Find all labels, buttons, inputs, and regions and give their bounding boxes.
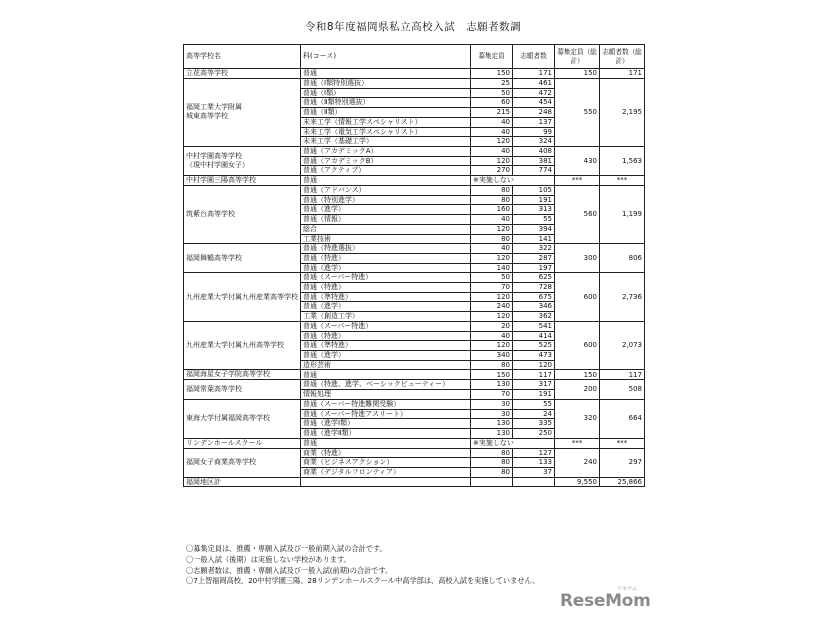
applicants-total-cell: 2,073 bbox=[600, 321, 645, 370]
capacity-cell: 30 bbox=[471, 409, 513, 419]
course-cell: 普通（スーパー特進） bbox=[301, 321, 471, 331]
total-capacity-cell: 9,550 bbox=[555, 477, 600, 487]
applicants-cell: 117 bbox=[513, 370, 555, 380]
applicants-cell: 133 bbox=[513, 458, 555, 468]
course-cell: 普通 bbox=[301, 438, 471, 448]
note-item: 〇志願者数は、推薦・専願入試及び一般入試(前期)の合計です。 bbox=[186, 565, 393, 575]
applicants-cell: 362 bbox=[513, 312, 555, 322]
capacity-cell: 120 bbox=[471, 253, 513, 263]
school-name-cell: 東海大学付属福岡高等学校 bbox=[184, 399, 301, 438]
capacity-cell: 80 bbox=[471, 186, 513, 196]
course-cell: 情報処理 bbox=[301, 390, 471, 400]
capacity-cell: 130 bbox=[471, 380, 513, 390]
course-cell: 工業技術 bbox=[301, 234, 471, 244]
note-item: 〇7上智福岡高校、20中村学園三陽、28リンデンホールスクール中高学部は、高校入試を実施していません。 bbox=[186, 576, 540, 586]
course-cell: 普通（進学） bbox=[301, 205, 471, 215]
applicants-total-cell: 2,736 bbox=[600, 273, 645, 322]
school-name-cell: 福岡女子商業高等学校 bbox=[184, 448, 301, 477]
applicants-total-cell: 1,563 bbox=[600, 146, 645, 175]
applicants-cell: 55 bbox=[513, 399, 555, 409]
applicants-total-cell: 806 bbox=[600, 244, 645, 273]
course-cell: 普通（準特進） bbox=[301, 292, 471, 302]
capacity-cell: 20 bbox=[471, 321, 513, 331]
applicants-cell: 461 bbox=[513, 79, 555, 89]
capacity-cell: 120 bbox=[471, 341, 513, 351]
resemom-logo: ReseMom bbox=[560, 591, 651, 611]
course-cell: 普通（特進） bbox=[301, 283, 471, 293]
course-cell: 未来工学（基礎工学） bbox=[301, 137, 471, 147]
applicants-total-cell: 297 bbox=[600, 448, 645, 477]
capacity-cell: 70 bbox=[471, 283, 513, 293]
header-capacity-total: 募集定員（総計） bbox=[555, 45, 600, 69]
capacity-cell: 340 bbox=[471, 350, 513, 360]
applicants-cell: 197 bbox=[513, 263, 555, 273]
capacity-total-cell: 300 bbox=[555, 244, 600, 273]
capacity-total-cell: 560 bbox=[555, 186, 600, 244]
capacity-cell: 30 bbox=[471, 399, 513, 409]
empty-cell bbox=[301, 477, 471, 487]
capacity-cell: 240 bbox=[471, 302, 513, 312]
school-name-cell: 福岡工業大学附属 城東高等学校 bbox=[184, 79, 301, 147]
applicants-cell: 191 bbox=[513, 390, 555, 400]
table-row bbox=[184, 380, 645, 390]
applicants-total-cell: 1,199 bbox=[600, 186, 645, 244]
capacity-cell: ※実施しない bbox=[471, 176, 555, 186]
capacity-cell: 40 bbox=[471, 146, 513, 156]
applicants-cell: 414 bbox=[513, 331, 555, 341]
capacity-cell: 150 bbox=[471, 69, 513, 79]
course-cell: 普通（進学） bbox=[301, 350, 471, 360]
table-body bbox=[184, 69, 645, 487]
school-name-cell: 福岡舞鶴高等学校 bbox=[184, 244, 301, 273]
header-course: 科(コース) bbox=[301, 45, 471, 69]
course-cell: 普通（スーパー特進） bbox=[301, 273, 471, 283]
capacity-cell: 40 bbox=[471, 215, 513, 225]
course-cell: 工業（創造工学） bbox=[301, 312, 471, 322]
course-cell: 普通（進学Ⅰ類） bbox=[301, 419, 471, 429]
applicants-cell: 675 bbox=[513, 292, 555, 302]
school-name-cell: 立花高等学校 bbox=[184, 69, 301, 79]
empty-cell bbox=[471, 477, 513, 487]
capacity-total-cell: 550 bbox=[555, 79, 600, 147]
school-name-cell: リンデンホールスクール bbox=[184, 438, 301, 448]
table-row bbox=[184, 438, 645, 448]
applicants-cell: 313 bbox=[513, 205, 555, 215]
course-cell: 未来工学（情報工学スペシャリスト） bbox=[301, 117, 471, 127]
capacity-cell: 70 bbox=[471, 390, 513, 400]
course-cell: 商業（デジタルフロンティア） bbox=[301, 468, 471, 478]
course-cell: 普通（特進） bbox=[301, 331, 471, 341]
capacity-total-cell: 600 bbox=[555, 321, 600, 370]
applicants-cell: 55 bbox=[513, 215, 555, 225]
course-cell: 普通（Ⅱ類特別選抜） bbox=[301, 98, 471, 108]
applicants-cell: 472 bbox=[513, 88, 555, 98]
applicants-cell: 346 bbox=[513, 302, 555, 312]
course-cell: 普通 bbox=[301, 176, 471, 186]
applicants-cell: 454 bbox=[513, 98, 555, 108]
capacity-cell: ※実施しない bbox=[471, 438, 555, 448]
capacity-cell: 40 bbox=[471, 244, 513, 254]
school-name-cell: 福岡海星女子学院高等学校 bbox=[184, 370, 301, 380]
capacity-cell: 120 bbox=[471, 224, 513, 234]
page-title: 令和8年度福岡県私立高校入試 志願者数調 bbox=[304, 21, 522, 33]
table-row bbox=[184, 321, 645, 331]
capacity-cell: 160 bbox=[471, 205, 513, 215]
course-cell: 商業（特進） bbox=[301, 448, 471, 458]
applicants-total-cell: 664 bbox=[600, 399, 645, 438]
capacity-cell: 25 bbox=[471, 79, 513, 89]
table-row bbox=[184, 186, 645, 196]
table-row bbox=[184, 448, 645, 458]
header-school: 高等学校名 bbox=[184, 45, 301, 69]
applicants-cell: 408 bbox=[513, 146, 555, 156]
capacity-cell: 80 bbox=[471, 234, 513, 244]
capacity-cell: 120 bbox=[471, 137, 513, 147]
table-row bbox=[184, 244, 645, 254]
table-row bbox=[184, 370, 645, 380]
course-cell: 普通（特進選抜） bbox=[301, 244, 471, 254]
capacity-cell: 120 bbox=[471, 292, 513, 302]
capacity-cell: 270 bbox=[471, 166, 513, 176]
capacity-total-cell: 600 bbox=[555, 273, 600, 322]
applicants-cell: 324 bbox=[513, 137, 555, 147]
capacity-cell: 80 bbox=[471, 360, 513, 370]
course-cell: 普通（アクティブ） bbox=[301, 166, 471, 176]
applicants-cell: 250 bbox=[513, 428, 555, 438]
capacity-cell: 215 bbox=[471, 108, 513, 118]
applicants-cell: 728 bbox=[513, 283, 555, 293]
table-row bbox=[184, 273, 645, 283]
applicants-cell: 335 bbox=[513, 419, 555, 429]
course-cell: 普通（Ⅰ類） bbox=[301, 88, 471, 98]
capacity-cell: 130 bbox=[471, 419, 513, 429]
school-name-cell: 九州産業大学付属九州産業高等学校 bbox=[184, 273, 301, 322]
course-cell: 普通 bbox=[301, 370, 471, 380]
header-applicants-total: 志願者数（総計） bbox=[600, 45, 645, 69]
total-row bbox=[184, 477, 645, 487]
table-row bbox=[184, 399, 645, 409]
school-name-cell: 筑紫台高等学校 bbox=[184, 186, 301, 244]
applicants-cell: 473 bbox=[513, 350, 555, 360]
applicants-cell: 37 bbox=[513, 468, 555, 478]
capacity-total-cell: 150 bbox=[555, 370, 600, 380]
course-cell: 普通（特進、進学、ベーシックビューティー） bbox=[301, 380, 471, 390]
applicants-cell: 322 bbox=[513, 244, 555, 254]
capacity-total-cell: *** bbox=[555, 176, 600, 186]
capacity-cell: 150 bbox=[471, 370, 513, 380]
capacity-cell: 40 bbox=[471, 117, 513, 127]
capacity-cell: 120 bbox=[471, 156, 513, 166]
applicants-total-cell: 2,195 bbox=[600, 79, 645, 147]
applicants-cell: 525 bbox=[513, 341, 555, 351]
empty-cell bbox=[513, 477, 555, 487]
course-cell: 普通（アカデミックB） bbox=[301, 156, 471, 166]
capacity-cell: 80 bbox=[471, 458, 513, 468]
applicants-total-cell: *** bbox=[600, 438, 645, 448]
applicants-cell: 137 bbox=[513, 117, 555, 127]
capacity-total-cell: 240 bbox=[555, 448, 600, 477]
course-cell: 普通（アカデミックA） bbox=[301, 146, 471, 156]
course-cell: 普通（進学） bbox=[301, 263, 471, 273]
applicants-cell: 287 bbox=[513, 253, 555, 263]
course-cell: 総合 bbox=[301, 224, 471, 234]
table-row bbox=[184, 69, 645, 79]
table-row bbox=[184, 79, 645, 89]
applicants-cell: 99 bbox=[513, 127, 555, 137]
capacity-cell: 50 bbox=[471, 273, 513, 283]
course-cell: 普通（Ⅰ類特別選抜） bbox=[301, 79, 471, 89]
capacity-cell: 80 bbox=[471, 468, 513, 478]
applicants-total-cell: *** bbox=[600, 176, 645, 186]
capacity-cell: 50 bbox=[471, 88, 513, 98]
course-cell: 普通（準特進） bbox=[301, 341, 471, 351]
total-applicants-cell: 25,866 bbox=[600, 477, 645, 487]
applicants-cell: 625 bbox=[513, 273, 555, 283]
applicants-table bbox=[183, 44, 645, 487]
note-item: 〇募集定員は、推薦・専願入試及び一般前期入試の合計です。 bbox=[186, 544, 387, 553]
logo-kana: リセマム bbox=[617, 586, 637, 592]
capacity-cell: 40 bbox=[471, 331, 513, 341]
applicants-cell: 171 bbox=[513, 69, 555, 79]
notes bbox=[186, 544, 539, 587]
capacity-total-cell: *** bbox=[555, 438, 600, 448]
school-name-cell: 九州産業大学付属九州高等学校 bbox=[184, 321, 301, 370]
capacity-total-cell: 320 bbox=[555, 399, 600, 438]
table-header-row bbox=[184, 45, 645, 69]
header-applicants: 志願者数 bbox=[513, 45, 555, 69]
course-cell: 普通（進学Ⅱ類） bbox=[301, 428, 471, 438]
table-row bbox=[184, 146, 645, 156]
course-cell: 普通（情報） bbox=[301, 215, 471, 225]
capacity-total-cell: 200 bbox=[555, 380, 600, 399]
applicants-cell: 381 bbox=[513, 156, 555, 166]
capacity-cell: 60 bbox=[471, 98, 513, 108]
applicants-cell: 24 bbox=[513, 409, 555, 419]
school-name-cell: 中村学園三陽高等学校 bbox=[184, 176, 301, 186]
applicants-total-cell: 117 bbox=[600, 370, 645, 380]
header-capacity: 募集定員 bbox=[471, 45, 513, 69]
course-cell: 普通（スーパー特進難関受験） bbox=[301, 399, 471, 409]
school-name-cell: 福岡常葉高等学校 bbox=[184, 380, 301, 399]
capacity-cell: 140 bbox=[471, 263, 513, 273]
capacity-total-cell: 150 bbox=[555, 69, 600, 79]
applicants-cell: 394 bbox=[513, 224, 555, 234]
applicants-cell: 105 bbox=[513, 186, 555, 196]
applicants-total-cell: 508 bbox=[600, 380, 645, 399]
applicants-cell: 541 bbox=[513, 321, 555, 331]
note-item: 〇一般入試（後期）は実施しない学校があります。 bbox=[186, 554, 351, 564]
table-row bbox=[184, 176, 645, 186]
course-cell: 普通（特進） bbox=[301, 253, 471, 263]
capacity-cell: 80 bbox=[471, 448, 513, 458]
course-cell: 商業（ビジネスアクション） bbox=[301, 458, 471, 468]
total-label-cell: 福岡地区計 bbox=[184, 477, 301, 487]
course-cell: 普通（Ⅱ類） bbox=[301, 108, 471, 118]
applicants-cell: 774 bbox=[513, 166, 555, 176]
applicants-cell: 248 bbox=[513, 108, 555, 118]
applicants-cell: 127 bbox=[513, 448, 555, 458]
capacity-cell: 40 bbox=[471, 127, 513, 137]
applicants-cell: 191 bbox=[513, 195, 555, 205]
course-cell: 普通（アドバンス） bbox=[301, 186, 471, 196]
applicants-cell: 317 bbox=[513, 380, 555, 390]
capacity-cell: 120 bbox=[471, 312, 513, 322]
capacity-cell: 130 bbox=[471, 428, 513, 438]
capacity-total-cell: 430 bbox=[555, 146, 600, 175]
course-cell: 未来工学（電気工学スペシャリスト） bbox=[301, 127, 471, 137]
course-cell: 普通 bbox=[301, 69, 471, 79]
applicants-cell: 141 bbox=[513, 234, 555, 244]
capacity-cell: 80 bbox=[471, 195, 513, 205]
course-cell: 普通（進学） bbox=[301, 302, 471, 312]
applicants-total-cell: 171 bbox=[600, 69, 645, 79]
applicants-cell: 120 bbox=[513, 360, 555, 370]
course-cell: 普通（特別進学） bbox=[301, 195, 471, 205]
school-name-cell: 中村学園高等学校 （現中村学園女子） bbox=[184, 146, 301, 175]
course-cell: 造形芸術 bbox=[301, 360, 471, 370]
course-cell: 普通（スーパー特進アスリート） bbox=[301, 409, 471, 419]
